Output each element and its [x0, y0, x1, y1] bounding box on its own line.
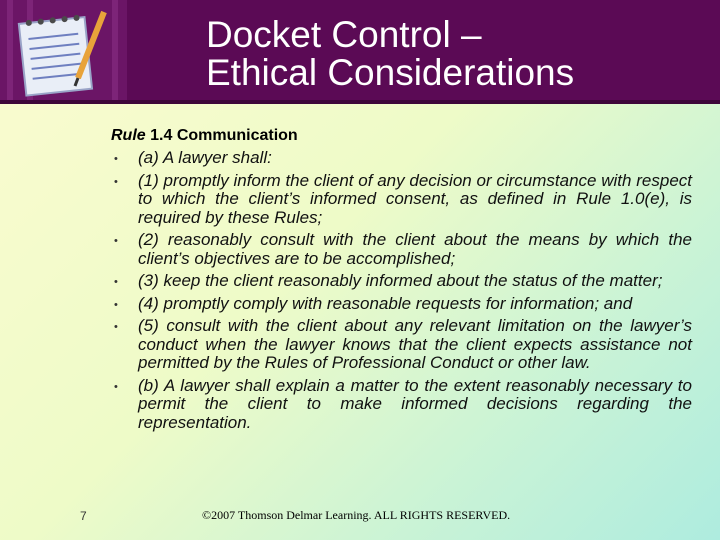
list-item [112, 295, 692, 314]
bullet-text: (3) keep the client reasonably informed about the status of the matter; [138, 271, 663, 290]
bullet-text: (1) promptly inform the client of any decision or circumstance with respect to which the client’s informed consent, as defined in Rule 1.0(e), is required by these Rules; [138, 170, 692, 227]
bullet-icon: • [114, 175, 118, 188]
bullet-icon: • [114, 235, 118, 247]
slide-title [206, 16, 574, 92]
list-item [112, 377, 692, 433]
bullet-text: (2) reasonably consult with the client about the means by which the client’s objectives are to be accomplished; [138, 230, 692, 268]
bullet-icon: • [114, 298, 118, 311]
list-item [112, 272, 692, 291]
bullet-text: (a) A lawyer shall: [138, 148, 272, 167]
bullet-icon: • [114, 153, 118, 165]
header-divider [0, 100, 720, 104]
rule-label: Rule [111, 127, 146, 144]
slide-number: 7 [80, 509, 87, 523]
list-item [112, 317, 692, 373]
rule-title: 1.4 Communication [150, 127, 298, 144]
title-line-1: Docket Control – [206, 14, 482, 55]
list-item [112, 149, 692, 168]
bullet-text: (4) promptly comply with reasonable requests for information; and [138, 293, 633, 313]
bullet-text: (b) A lawyer shall explain a matter to the extent reasonably necessary to permit the client to make informed decisions regarding the representation. [138, 375, 692, 432]
bullet-icon: • [114, 276, 118, 288]
bullet-list [112, 149, 692, 436]
title-line-2: Ethical Considerations [206, 52, 575, 93]
list-item [112, 231, 692, 268]
bullet-text: (5) consult with the client about any relevant limitation on the lawyer’s conduct when the lawyer knows that the client expects assistance not permitted by the Rules of Professional Conduct or other law. [138, 316, 692, 372]
bullet-icon: • [114, 321, 118, 333]
rule-heading [111, 127, 298, 145]
bullet-icon: • [114, 380, 118, 393]
copyright-footer: ©2007 Thomson Delmar Learning. ALL RIGHTS RESERVED. [202, 508, 511, 522]
notepad-pen-icon [0, 0, 127, 100]
list-item [112, 172, 692, 228]
slide-header [0, 0, 720, 100]
